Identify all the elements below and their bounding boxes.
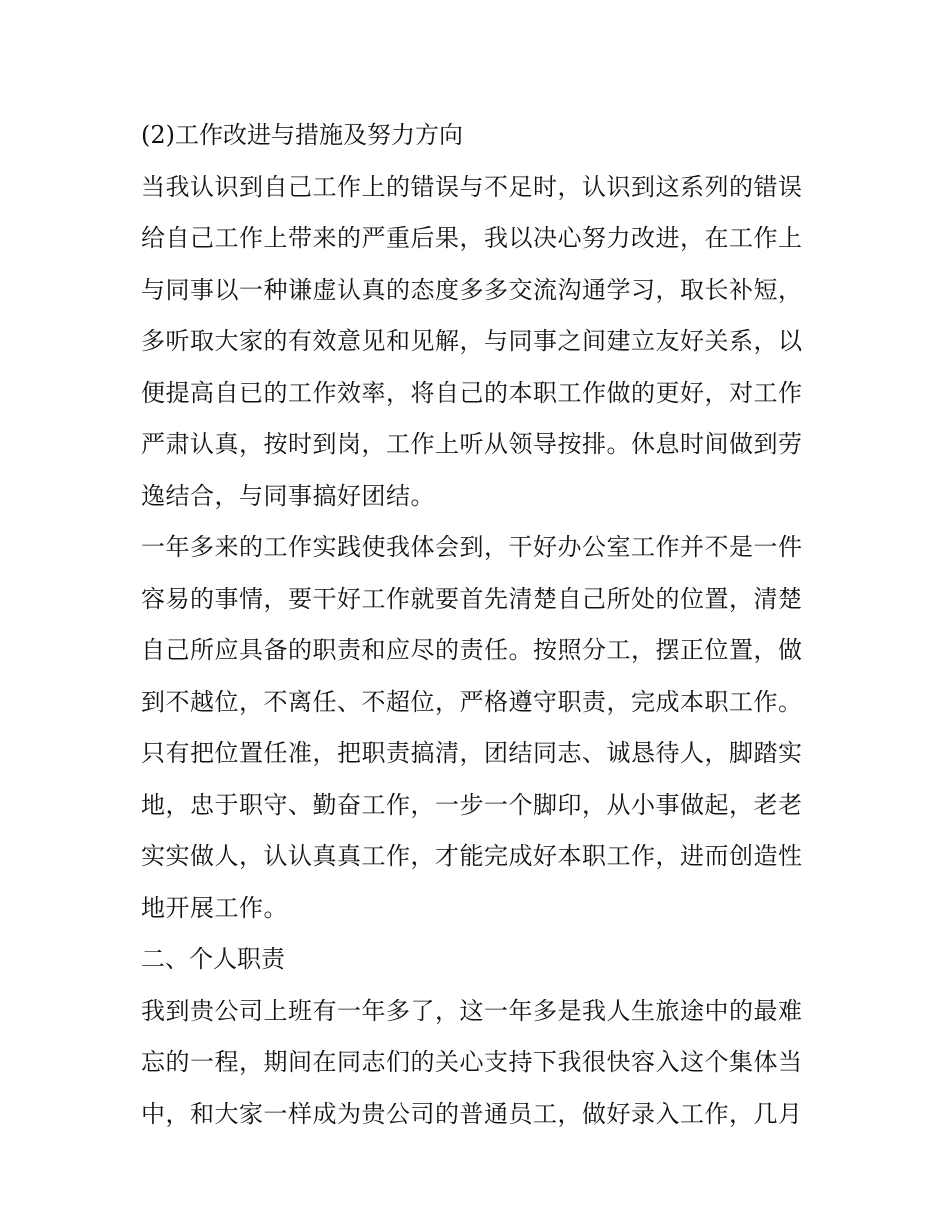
text-line: 中，和大家一样成为贵公司的普通员工，做好录入工作，几月 [141, 1099, 803, 1128]
text-line: 忘的一程，期间在同志们的关心支持下我很快容入这个集体当 [141, 1048, 803, 1076]
paragraph-work-practice [141, 522, 821, 934]
text-line: 地，忠于职守、勤奋工作，一步一个脚印，从小事做起，老老 [141, 790, 803, 819]
text-line: 实实做人，认认真真工作，才能完成好本职工作，进而创造性 [141, 842, 803, 870]
paragraph-personal-duties [141, 986, 821, 1141]
text-line: 到不越位，不离任、不超位，严格遵守职责，完成本职工作。 [141, 687, 803, 716]
section-heading-improvement: (2)工作改进与措施及努力方向 [141, 121, 463, 149]
text-line: 逸结合，与同事搞好团结。 [141, 481, 435, 510]
text-line: 便提高自已的工作效率，将自己的本职工作做的更好，对工作 [141, 378, 803, 407]
document-body [141, 110, 821, 1140]
text-line: 我到贵公司上班有一年多了，这一年多是我人生旅途中的最难 [141, 996, 803, 1025]
section-heading-personal-duties: 二、个人职责 [141, 945, 285, 973]
text-line: 一年多来的工作实践使我体会到，干好办公室工作并不是一件 [141, 533, 803, 561]
text-line: 给自己工作上带来的严重后果，我以决心努力改进，在工作上 [141, 224, 803, 252]
text-line: 地开展工作。 [141, 893, 288, 922]
paragraph-improvement [141, 162, 821, 523]
text-line: 严肃认真，按时到岗，工作上听从领导按排。休息时间做到劳 [141, 430, 803, 458]
text-line: 与同事以一种谦虚认真的态度多多交流沟通学习，取长补短， [141, 275, 803, 304]
text-line: 自己所应具备的职责和应尽的责任。按照分工，摆正位置，做 [141, 636, 803, 664]
text-line: 容易的事情，要干好工作就要首先清楚自己所处的位置，清楚 [141, 584, 803, 613]
text-line: 多听取大家的有效意见和见解，与同事之间建立友好关系，以 [141, 327, 803, 355]
text-line: 只有把位置任准，把职责搞清，团结同志、诚恳待人，脚踏实 [141, 739, 803, 767]
text-line: 当我认识到自己工作上的错误与不足时，认识到这系列的错误 [141, 172, 803, 201]
